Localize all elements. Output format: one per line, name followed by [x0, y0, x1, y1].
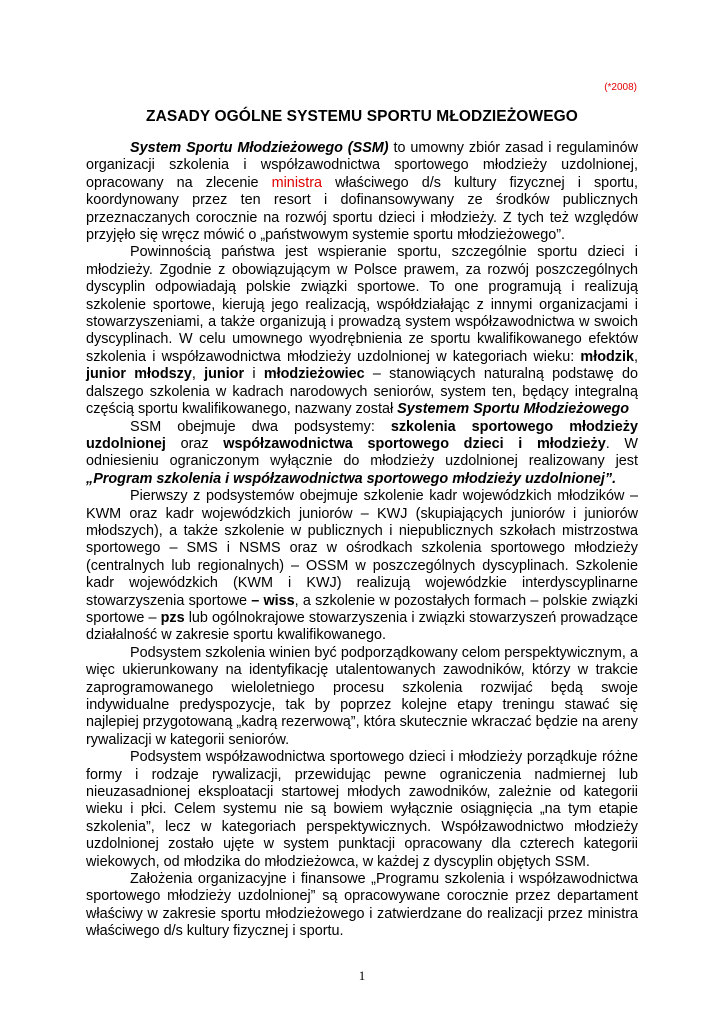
paragraph-state-duty: Powinnością państwa jest wspieranie sportu, szczególnie sportu dzieci i młodzieży. Zgodnie z obowiązującym w Polsce prawem, za rozwój poszczególnych dyscyplin odpowiadają polskie związki sportowe. To one programują i realizują szkolenie sportowe, kierują jego realizacją, współdziałając z innymi organizacjami i stowarzyszeniami, a także organizują i prowadzą system współzawodnictwa w swoich dyscyplinach. W celu umownego wyodrębnienia ze sportu kwalifikowanego efektów szkolenia i współzawodnictwa młodzieży uzdolnionej w kategoriach wieku: młodzik, junior młodszy, junior i młodzieżowiec – stanowiących naturalną podstawę do dalszego szkolenia w kadrach narodowych seniorów, system ten, będący integralną częścią sportu kwalifikowanego, nazwany został Systemem Sportu Młodzieżowego — [86, 244, 639, 418]
category-mlodziezowiec: młodzieżowiec — [263, 366, 365, 383]
subsystem-training: szkolenia sportowego młodzieży uzdolnionej — [86, 418, 638, 452]
page-number: 1 — [358, 968, 366, 983]
term-ssm: System Sportu Młodzieżowego (SSM) — [130, 140, 389, 156]
category-junior-mlodszy: junior młodszy — [86, 366, 192, 383]
paragraph-competition-subsystem: Podsystem współzawodnictwa sportowego dzieci i młodzieży porządkuje różne formy i rodzaje rywalizacji, przewidując pewne ograniczenia nadmiernej lub nieuzasadnionej eksploatacji startowej młodych zawodników, zależnie od kategorii wieku i płci. Celem systemu nie są bowiem wyłącznie osiągnięcia „na tym etapie szkolenia”, lecz w kategoriach perspektywicznych. Współzawodnictwo młodzieży uzdolnionej zostało ujęte w system punktacji opracowany dla czterech kategorii wiekowych, od młodzika do młodzieżowca, w każdej z dyscyplin objętych SSM. — [86, 749, 638, 870]
paragraph-program-assumptions: Założenia organizacyjne i finansowe „Programu szkolenia i współzawodnictwa sportowego młodzieży uzdolnionej” są opracowywane corocznie przez departament właściwy w zakresie sportu młodzieżowego i zatwierdzane do realizacji przez ministra właściwego d/s kultury fizycznej i sportu. — [86, 871, 638, 940]
paragraph-ssm-definition: System Sportu Młodzieżowego (SSM) to umowny zbiór zasad i regulaminów organizacji szkolenia i współzawodnictwa sportowego młodzieży uzdolnionej, opracowany na zlecenie ministra właściwego d/s kultury fizycznej i sportu, koordynowany przez ten resort i dofinansowywany ze środków publicznych przeznaczanych corocznie na rozwój sportu dzieci i młodzieży. Z tych też względów przyjęło się wręcz mówić o „państwowym systemie sportu młodzieżowego”. — [86, 140, 638, 244]
document-title: ZASADY OGÓLNE SYSTEMU SPORTU MŁODZIEŻOWEGO — [146, 108, 578, 125]
subsystem-competition: współzawodnictwa sportowego dzieci i młodzieży — [223, 435, 606, 452]
document-body — [86, 140, 638, 941]
highlight-ministra: ministra — [271, 174, 322, 191]
paragraph-first-subsystem: Pierwszy z podsystemów obejmuje szkolenie kadr wojewódzkich młodzików – KWM oraz kadr wojewódzkich juniorów – KWJ (skupiających juniorów i juniorów młodszych), a także szkolenie w publicznych i niepublicznych szkołach mistrzostwa sportowego – SMS i NSMS oraz w ośrodkach szkolenia sportowego młodzieży (centralnych lub regionalnych) – OSSM w poszczególnych dyscyplinach. Szkolenie kadr wojewódzkich (KWM i KWJ) realizują wojewódzkie interdyscyplinarne stowarzyszenia sportowe – wiss, a szkolenie w pozostałych formach – polskie związki sportowe – pzs lub ogólnokrajowe stowarzyszenia i związki stowarzyszeń prowadzące działalność w zakresie sportu kwalifikowanego. — [86, 488, 638, 644]
program-name: „Program szkolenia i współzawodnictwa sportowego młodzieży uzdolnionej”. — [86, 470, 617, 487]
category-mlodzik: młodzik — [580, 348, 634, 365]
abbr-pzs: pzs — [160, 609, 185, 626]
paragraph-subsystems: SSM obejmuje dwa podsystemy: szkolenia sportowego młodzieży uzdolnionej oraz współzawodnictwa sportowego dzieci i młodzieży. W odniesieniu ograniczonym wyłącznie do młodzieży uzdolnionej realizowany jest „Program szkolenia i współzawodnictwa sportowego młodzieży uzdolnionej”. — [86, 418, 638, 487]
category-junior: junior — [204, 366, 245, 383]
abbr-wiss: – wiss — [251, 592, 295, 609]
paragraph-training-goals: Podsystem szkolenia winien być podporządkowany celom perspektywicznym, a więc ukierunkowany na identyfikację utalentowanych zawodników, którzy w trakcie zaprogramowanego wieloletniego procesu szkolenia rozwijać będą swoje indywidualne predyspozycje, tak by poprzez kolejne etapy treningu stawać się najlepiej przygotowaną „kadrą rezerwową”, która skutecznie wkraczać będzie na areny rywalizacji w kategorii seniorów. — [86, 644, 638, 748]
year-note: (*2008) — [604, 82, 637, 93]
term-system-name: Systemem Sportu Młodzieżowego — [397, 401, 630, 418]
